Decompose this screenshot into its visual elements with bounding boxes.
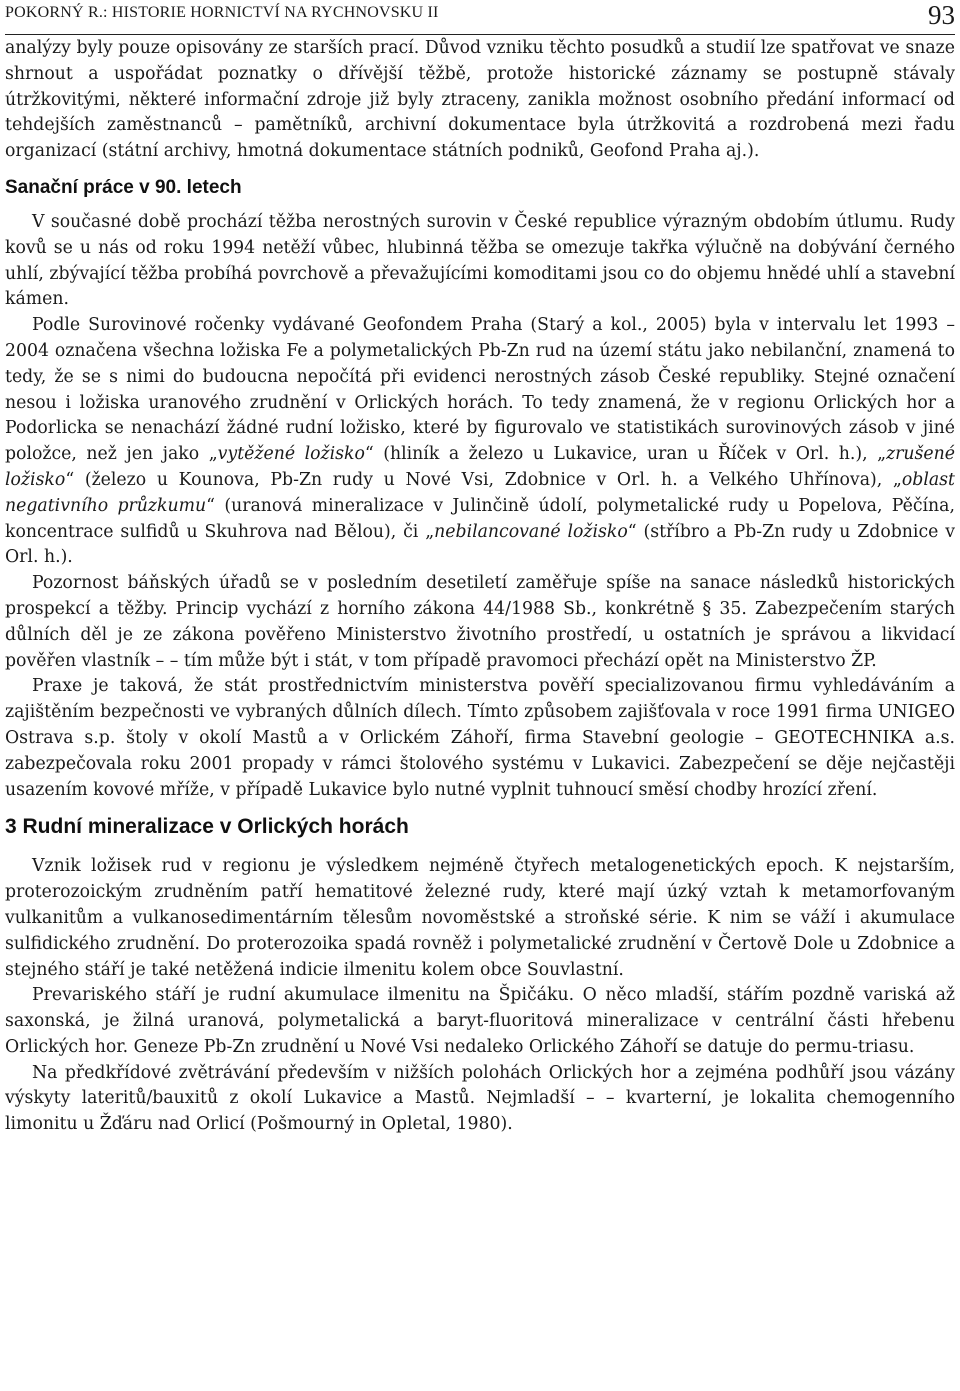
paragraph-predkridove-zvetravani: Na předkřídové zvětrávání především v nižších polohách Orlických hor a zejména podhůří jsou vázány výskyty lateritů/bauxitů z okolí Lukavice a Mastů. Nejmladší – – kvarterní, je lokalita chemogenního limonitu u Žďáru nad Orlicí (Pošmourný in Opletal, 1980).	[5, 1062, 955, 1135]
paragraph-prevariske-stari: Prevariského stáří je rudní akumulace ilmenitu na Špičáku. O něco mladší, stářím pozdně variská až saxonská, je žilná uranová, polymetalická a baryt-fluoritová mineralizace v centrální části hřebenu Orlických hor. Geneze Pb-Zn zrudnění u Nové Vsi nedaleko Orlického Záhoří se datuje do permu-triasu.	[5, 985, 955, 1057]
paragraph-continuation: analýzy byly pouze opisovány ze starších prací. Důvod vzniku těchto posudků a studií lze spatřovat ve snaze shrnout a uspořádat poznatky o dřívější těžbě, protože historické záznamy se postupně stávaly útržkovitými, některé informační zdroje již byly ztraceny, zanikla možnost osobního předání informací od tehdejších zaměstnanců – pamětníků, archivní dokumentace byla útržkovitá a rozdrobená mezi řadu organizací (státní archivy, hmotná dokumentace státních podniků, Geofond Praha aj.).	[5, 38, 955, 162]
text-run: “ (uranová mineralizace v Julinčině údolí, polymetalické rudy u Popelova, Pěčína, koncentrace sulfidů u Skuhrova nad Bělou), či „	[5, 495, 955, 542]
italic-term-nebilancovane-lozisko: nebilancované ložisko	[434, 521, 628, 542]
paragraph-surovinova-rocenka	[5, 313, 955, 571]
italic-term-oblast-negativniho-pruzkumu: oblast negativního průzkumu	[5, 469, 955, 516]
paragraph-praxe: Praxe je taková, že stát prostřednictvím ministerstva pověří specializovanou firmu vyhledáváním a zajištěním bezpečnosti ve vybraných důlních dílech. Tímto způsobem zajišťovala v roce 1991 firma UNIGEO Ostrava s.p. štoly v okolí Mastů a v Orlickém Záhoří, firma Stavební geologie – GEOTECHNIKA a.s. zabezpečovala roku 2001 propady v rámci štolového systému v Lukavici. Zabezpečení se děje nejčastěji usazením kovové mříže, v případě Lukavice bylo nutné vyplnit tuhnoucí směsí chodby hrozící zření.	[5, 676, 955, 800]
section-heading-rudni-mineralizace: 3 Rudní mineralizace v Orlických horách	[5, 815, 409, 839]
text-run: “ (stříbro a Pb-Zn rudy u Zdobnice v Orl. h.).	[5, 521, 955, 568]
running-title: POKORNÝ R.: HISTORIE HORNICTVÍ NA RYCHNOVSKU II	[5, 4, 439, 21]
subheading-sanacni-prace: Sanační práce v 90. letech	[5, 176, 242, 198]
body-text	[5, 36, 955, 1138]
paragraph-banske-urady: Pozornost báňských úřadů se v posledním desetiletí zaměřuje spíše na sanace následků historických prospekcí a těžby. Princip vychází z horního zákona 44/1988 Sb., konkrétně § 35. Zabezpečením starých důlních děl je ze zákona pověřeno Ministerstvo životního prostředí, u ostatních je správou a likvidací pověřen vlastník – – tím může být i stát, v tom případě pravomoci přechází opět na Ministerstvo ŽP.	[5, 573, 955, 671]
italic-term-zrusene-lozisko: zrušené ložisko	[5, 444, 956, 490]
paragraph-metalogeneticke-epochy: Vznik ložisek rud v regionu je výsledkem nejméně čtyřech metalogenetických epoch. K nejstarším, proterozoickým zrudněním patří hematitové železné rudy, které mají úzký vztah k metamorfovaným vulkanitům a vulkanosedimentárním tělesům novoměstské a stroňské série. K nim se váží i akumulace sulfidického zrudnění. Do proterozoika spadá rovněž i polymetalické zrudnění v Čertově Dole u Zdobnice a stejného stáří je také netěžená indicie ilmenitu kolem obce Souvlastní.	[5, 856, 955, 980]
text-run: “ (hliník a železo u Lukavice, uran u Říček v Orl. h.), „	[364, 444, 887, 465]
running-header	[5, 0, 955, 35]
text-run: Podle Surovinové ročenky vydávané Geofondem Praha (Starý a kol., 2005) byla v intervalu let 1993 – 2004 označena všechna ložiska Fe a polymetalických Pb-Zn rud na území státu jako nebilanční, znamená to tedy, že se s nimi do budoucna nepočítá při evidenci nerostných zásob České republiky. Stejné označení nesou i ložiska uranového zrudnění v Orlických horách. To tedy znamená, že v regionu Orlických hor a Podorlicka se nenachází žádné rudní ložisko, které by figurovalo ve statistikách surovinových zásob v jiné položce, než jen jako „	[5, 315, 955, 465]
text-run: “ (železo u Kounova, Pb-Zn rudy u Nové Vsi, Zdobnice v Orl. h. a Velkého Uhřínova), „	[65, 469, 902, 490]
page-number: 93	[928, 0, 955, 30]
italic-term-vytezene-lozisko: vytěžené ložisko	[217, 444, 365, 465]
paragraph-utlum-tezby: V současné době prochází těžba nerostných surovin v České republice výrazným obdobím útlumu. Rudy kovů se u nás od roku 1994 netěží vůbec, hlubinná těžba se omezuje takřka výlučně na dobývání černého uhlí, zbývající těžba probíhá povrchově a převažujícími komoditami jsou co do objemu hnědé uhlí a stavební kámen.	[5, 211, 955, 310]
